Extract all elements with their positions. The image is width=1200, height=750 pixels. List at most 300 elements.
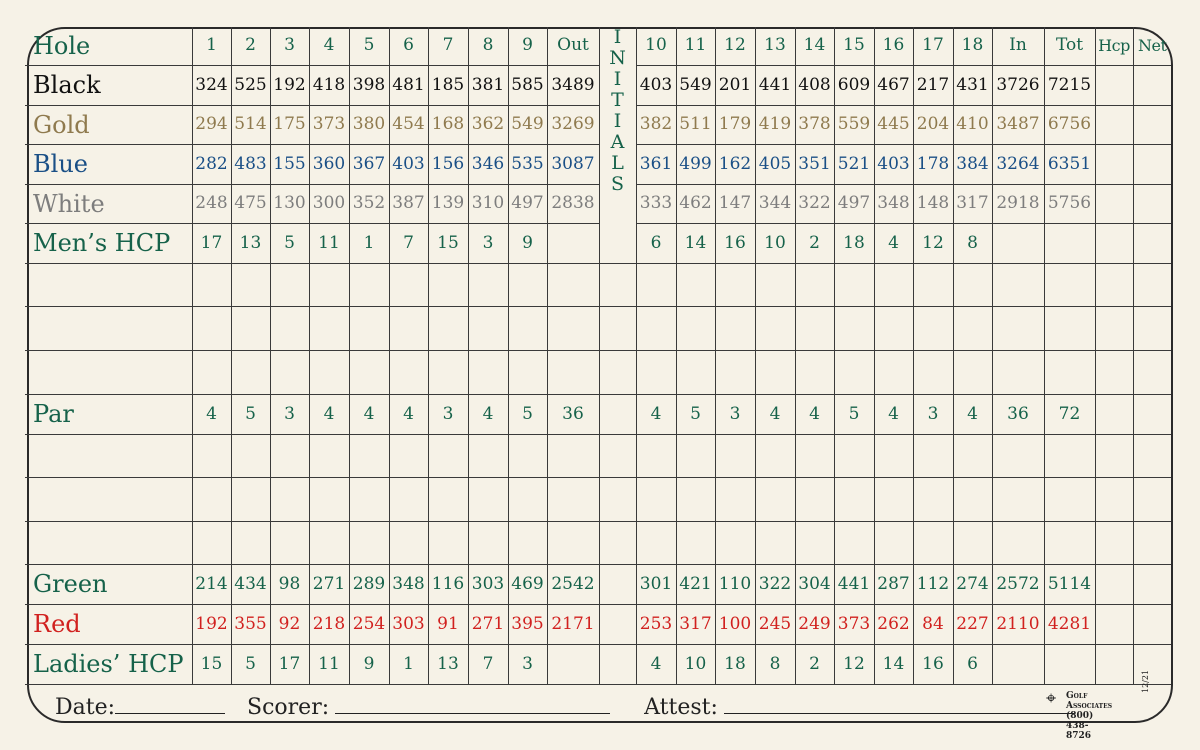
hole-value: 139 (428, 184, 468, 223)
net-cell[interactable] (1133, 223, 1171, 263)
score-cell[interactable] (874, 350, 913, 394)
hole-value: 403 (874, 144, 913, 184)
row-blue (25, 144, 1171, 184)
hole-value: 4 (636, 644, 676, 684)
score-cell[interactable] (755, 263, 795, 306)
hole-value: 130 (270, 184, 309, 223)
hole-value: 497 (508, 184, 547, 223)
hcp-cell[interactable] (1095, 604, 1133, 644)
hcp-cell[interactable] (1095, 105, 1133, 144)
hole-value: 294 (192, 105, 231, 144)
header-row (25, 27, 1171, 65)
total-value: 5756 (1044, 184, 1095, 223)
score-cell[interactable] (389, 521, 428, 564)
score-cell[interactable] (795, 306, 834, 350)
hole-value: 475 (231, 184, 270, 223)
row-red (25, 604, 1171, 644)
score-cell[interactable] (270, 306, 309, 350)
hole-value: 13 (231, 223, 270, 263)
score-cell[interactable] (270, 434, 309, 477)
score-cell[interactable] (231, 306, 270, 350)
hole-value: 382 (636, 105, 676, 144)
hole-value: 3 (913, 394, 953, 434)
score-cell[interactable] (547, 434, 599, 477)
score-cell[interactable] (676, 263, 715, 306)
player-name-cell[interactable] (25, 434, 192, 477)
hole-value: 431 (953, 65, 992, 105)
date-field[interactable] (115, 695, 225, 714)
score-cell[interactable] (192, 263, 231, 306)
hcp-cell[interactable] (1095, 184, 1133, 223)
hole-value: 2 (795, 644, 834, 684)
score-cell[interactable] (992, 263, 1044, 306)
score-cell[interactable] (428, 521, 468, 564)
score-cell[interactable] (599, 477, 636, 521)
score-cell[interactable] (676, 350, 715, 394)
score-cell[interactable] (270, 350, 309, 394)
score-cell[interactable] (953, 521, 992, 564)
score-cell[interactable] (508, 521, 547, 564)
hole-value: 287 (874, 564, 913, 604)
score-cell[interactable] (874, 306, 913, 350)
score-cell[interactable] (676, 306, 715, 350)
hole-value: 17 (270, 644, 309, 684)
score-cell[interactable] (874, 477, 913, 521)
score-cell[interactable] (270, 263, 309, 306)
score-cell[interactable] (508, 477, 547, 521)
score-cell[interactable] (309, 263, 349, 306)
score-cell[interactable] (1095, 350, 1133, 394)
hole-value: 3 (715, 394, 755, 434)
score-cell[interactable] (599, 434, 636, 477)
score-cell[interactable] (508, 306, 547, 350)
score-cell[interactable] (992, 434, 1044, 477)
hole-value: 112 (913, 564, 953, 604)
score-cell[interactable] (309, 350, 349, 394)
score-cell[interactable] (468, 263, 508, 306)
score-cell[interactable] (636, 350, 676, 394)
score-cell[interactable] (834, 477, 874, 521)
score-cell[interactable] (636, 306, 676, 350)
total-value: 6351 (1044, 144, 1095, 184)
hole-value: 253 (636, 604, 676, 644)
hole-value: 585 (508, 65, 547, 105)
net-cell[interactable] (1133, 564, 1171, 604)
score-cell[interactable] (874, 521, 913, 564)
score-cell[interactable] (547, 306, 599, 350)
score-cell[interactable] (636, 434, 676, 477)
score-cell[interactable] (676, 434, 715, 477)
score-cell[interactable] (599, 350, 636, 394)
score-cell[interactable] (953, 477, 992, 521)
hcp-cell[interactable] (1095, 394, 1133, 434)
score-cell[interactable] (428, 350, 468, 394)
hole-value: 15 (192, 644, 231, 684)
score-cell[interactable] (795, 521, 834, 564)
hole-value: 11 (309, 644, 349, 684)
hole-value: 4 (389, 394, 428, 434)
golf-flag-logo-icon: ⌖ (1046, 688, 1057, 709)
score-cell[interactable] (795, 263, 834, 306)
hole-value: 179 (715, 105, 755, 144)
score-cell[interactable] (953, 434, 992, 477)
score-cell[interactable] (676, 521, 715, 564)
hole-number: 8 (468, 27, 508, 65)
score-cell[interactable] (231, 477, 270, 521)
hole-number: 2 (231, 27, 270, 65)
hole-value: 609 (834, 65, 874, 105)
score-cell[interactable] (192, 350, 231, 394)
score-cell[interactable] (468, 434, 508, 477)
score-cell[interactable] (992, 350, 1044, 394)
hole-number: 12 (715, 27, 755, 65)
initials-cell[interactable] (599, 604, 636, 644)
hole-value: 355 (231, 604, 270, 644)
score-cell[interactable] (715, 521, 755, 564)
score-cell[interactable] (389, 477, 428, 521)
total-value (1044, 644, 1095, 684)
score-cell[interactable] (231, 434, 270, 477)
score-cell[interactable] (599, 521, 636, 564)
hole-value: 16 (913, 644, 953, 684)
score-cell[interactable] (715, 350, 755, 394)
hole-value: 333 (636, 184, 676, 223)
hole-value: 418 (309, 65, 349, 105)
score-cell[interactable] (389, 350, 428, 394)
hole-value: 373 (834, 604, 874, 644)
initials-letter: S (610, 173, 625, 195)
score-cell[interactable] (270, 521, 309, 564)
score-cell[interactable] (1133, 306, 1171, 350)
score-cell[interactable] (389, 306, 428, 350)
hole-value: 317 (676, 604, 715, 644)
score-cell[interactable] (468, 350, 508, 394)
net-cell[interactable] (1133, 184, 1171, 223)
hole-value: 483 (231, 144, 270, 184)
score-cell[interactable] (913, 521, 953, 564)
score-cell[interactable] (992, 477, 1044, 521)
score-cell[interactable] (428, 434, 468, 477)
score-cell[interactable] (428, 477, 468, 521)
net-cell[interactable] (1133, 144, 1171, 184)
hole-value: 511 (676, 105, 715, 144)
score-cell[interactable] (1044, 306, 1095, 350)
score-cell[interactable] (192, 434, 231, 477)
score-cell[interactable] (676, 477, 715, 521)
score-cell[interactable] (992, 306, 1044, 350)
hole-value: 4 (636, 394, 676, 434)
score-cell[interactable] (874, 434, 913, 477)
row-label: Red (25, 604, 192, 644)
score-cell[interactable] (1133, 521, 1171, 564)
hole-value: 201 (715, 65, 755, 105)
hole-value: 16 (715, 223, 755, 263)
hole-value: 499 (676, 144, 715, 184)
hcp-cell[interactable] (1095, 223, 1133, 263)
hole-value: 5 (676, 394, 715, 434)
hole-value: 204 (913, 105, 953, 144)
hole-value: 262 (874, 604, 913, 644)
hole-value: 12 (834, 644, 874, 684)
hole-value: 282 (192, 144, 231, 184)
total-value (1044, 223, 1095, 263)
hole-value: 381 (468, 65, 508, 105)
score-cell[interactable] (913, 477, 953, 521)
score-cell[interactable] (192, 477, 231, 521)
hcp-cell[interactable] (1095, 144, 1133, 184)
score-cell[interactable] (636, 263, 676, 306)
hole-value: 156 (428, 144, 468, 184)
player-name-cell[interactable] (25, 521, 192, 564)
score-cell[interactable] (508, 263, 547, 306)
score-cell[interactable] (349, 350, 389, 394)
score-cell[interactable] (508, 434, 547, 477)
score-cell[interactable] (636, 521, 676, 564)
net-cell[interactable] (1133, 65, 1171, 105)
hole-value: 162 (715, 144, 755, 184)
score-cell[interactable] (1044, 263, 1095, 306)
hcp-cell[interactable] (1095, 564, 1133, 604)
score-cell[interactable] (755, 477, 795, 521)
score-cell[interactable] (834, 521, 874, 564)
score-cell[interactable] (834, 306, 874, 350)
score-cell[interactable] (715, 434, 755, 477)
score-cell[interactable] (715, 306, 755, 350)
score-cell[interactable] (547, 521, 599, 564)
total-value: 4281 (1044, 604, 1095, 644)
hole-value: 467 (874, 65, 913, 105)
score-cell[interactable] (468, 306, 508, 350)
score-cell[interactable] (992, 521, 1044, 564)
score-cell[interactable] (755, 521, 795, 564)
in-header: In (992, 27, 1044, 65)
score-cell[interactable] (309, 306, 349, 350)
score-cell[interactable] (953, 350, 992, 394)
initials-cell[interactable] (599, 564, 636, 604)
score-cell[interactable] (1095, 477, 1133, 521)
hole-value: 521 (834, 144, 874, 184)
score-cell[interactable] (508, 350, 547, 394)
score-cell[interactable] (1133, 434, 1171, 477)
hole-value: 6 (953, 644, 992, 684)
score-cell[interactable] (349, 263, 389, 306)
score-cell[interactable] (1133, 477, 1171, 521)
score-cell[interactable] (1095, 521, 1133, 564)
score-cell[interactable] (874, 263, 913, 306)
tot-header: Tot (1044, 27, 1095, 65)
hole-value: 525 (231, 65, 270, 105)
hole-number: 11 (676, 27, 715, 65)
total-value: 7215 (1044, 65, 1095, 105)
score-cell[interactable] (953, 263, 992, 306)
in-value: 3264 (992, 144, 1044, 184)
hole-number: 1 (192, 27, 231, 65)
hole-value: 322 (795, 184, 834, 223)
score-cell[interactable] (1044, 477, 1095, 521)
hole-value: 410 (953, 105, 992, 144)
score-cell[interactable] (636, 477, 676, 521)
hole-value: 559 (834, 105, 874, 144)
initials-label (600, 27, 636, 195)
hole-value: 9 (508, 223, 547, 263)
initials-cell[interactable] (599, 394, 636, 434)
score-cell[interactable] (231, 350, 270, 394)
score-cell[interactable] (715, 477, 755, 521)
score-cell[interactable] (468, 477, 508, 521)
revision-code: 12/21 (1141, 669, 1150, 693)
hole-number: 4 (309, 27, 349, 65)
hole-value: 310 (468, 184, 508, 223)
hole-value: 185 (428, 65, 468, 105)
out-value: 3489 (547, 65, 599, 105)
hole-value: 10 (755, 223, 795, 263)
score-cell[interactable] (795, 350, 834, 394)
hole-value: 4 (755, 394, 795, 434)
player-name-cell[interactable] (25, 477, 192, 521)
row-label: Gold (25, 105, 192, 144)
hole-value: 361 (636, 144, 676, 184)
score-cell[interactable] (547, 263, 599, 306)
score-cell[interactable] (795, 477, 834, 521)
score-cell[interactable] (349, 521, 389, 564)
score-cell[interactable] (913, 306, 953, 350)
hole-value: 12 (913, 223, 953, 263)
hole-value: 227 (953, 604, 992, 644)
score-cell[interactable] (349, 306, 389, 350)
score-cell[interactable] (1095, 263, 1133, 306)
score-cell[interactable] (231, 521, 270, 564)
net-cell[interactable] (1133, 604, 1171, 644)
net-cell[interactable] (1133, 394, 1171, 434)
in-value: 2110 (992, 604, 1044, 644)
score-cell[interactable] (913, 263, 953, 306)
score-cell[interactable] (1133, 350, 1171, 394)
score-cell[interactable] (913, 434, 953, 477)
date-label: Date: (55, 695, 116, 720)
scorer-field[interactable] (335, 695, 610, 714)
hole-value: 360 (309, 144, 349, 184)
score-cell[interactable] (834, 263, 874, 306)
score-cell[interactable] (309, 521, 349, 564)
score-cell[interactable] (1044, 521, 1095, 564)
row-label: Green (25, 564, 192, 604)
score-cell[interactable] (599, 263, 636, 306)
hole-value: 147 (715, 184, 755, 223)
player-name-cell[interactable] (25, 350, 192, 394)
row-label: Par (25, 394, 192, 434)
player-score-row (25, 434, 1171, 477)
hole-value: 378 (795, 105, 834, 144)
score-cell[interactable] (715, 263, 755, 306)
player-score-row (25, 521, 1171, 564)
hole-number: 14 (795, 27, 834, 65)
hole-value: 2 (795, 223, 834, 263)
score-cell[interactable] (389, 434, 428, 477)
hole-value: 4 (309, 394, 349, 434)
score-cell[interactable] (1133, 263, 1171, 306)
hole-value: 11 (309, 223, 349, 263)
score-cell[interactable] (599, 306, 636, 350)
score-cell[interactable] (834, 350, 874, 394)
score-cell[interactable] (913, 350, 953, 394)
hole-number: 17 (913, 27, 953, 65)
player-name-cell[interactable] (25, 263, 192, 306)
player-name-cell[interactable] (25, 306, 192, 350)
score-cell[interactable] (547, 477, 599, 521)
hole-value: 289 (349, 564, 389, 604)
score-cell[interactable] (231, 263, 270, 306)
score-cell[interactable] (428, 263, 468, 306)
hole-value: 373 (309, 105, 349, 144)
score-cell[interactable] (755, 350, 795, 394)
hole-value: 3 (270, 394, 309, 434)
out-value: 2171 (547, 604, 599, 644)
in-value: 3487 (992, 105, 1044, 144)
score-cell[interactable] (270, 477, 309, 521)
hole-value: 92 (270, 604, 309, 644)
hole-number: 18 (953, 27, 992, 65)
row-label: Ladies’ HCP (25, 644, 192, 684)
hole-value: 15 (428, 223, 468, 263)
row-black (25, 65, 1171, 105)
score-cell[interactable] (428, 306, 468, 350)
hole-value: 8 (953, 223, 992, 263)
score-cell[interactable] (795, 434, 834, 477)
hole-value: 303 (389, 604, 428, 644)
score-cell[interactable] (1044, 350, 1095, 394)
initials-letter: T (611, 89, 624, 111)
score-cell[interactable] (834, 434, 874, 477)
score-cell[interactable] (349, 477, 389, 521)
net-cell[interactable] (1133, 644, 1171, 684)
score-cell[interactable] (953, 306, 992, 350)
score-cell[interactable] (192, 306, 231, 350)
score-cell[interactable] (349, 434, 389, 477)
attest-field[interactable] (724, 695, 1074, 714)
score-cell[interactable] (1095, 434, 1133, 477)
score-cell[interactable] (547, 350, 599, 394)
score-cell[interactable] (389, 263, 428, 306)
score-cell[interactable] (755, 306, 795, 350)
hole-value: 549 (676, 65, 715, 105)
hcp-cell[interactable] (1095, 65, 1133, 105)
score-cell[interactable] (309, 434, 349, 477)
hole-value: 100 (715, 604, 755, 644)
score-cell[interactable] (309, 477, 349, 521)
hole-value: 245 (755, 604, 795, 644)
hcp-cell[interactable] (1095, 644, 1133, 684)
score-cell[interactable] (1095, 306, 1133, 350)
score-cell[interactable] (1044, 434, 1095, 477)
hole-number: 16 (874, 27, 913, 65)
score-cell[interactable] (192, 521, 231, 564)
total-value: 72 (1044, 394, 1095, 434)
net-cell[interactable] (1133, 105, 1171, 144)
hole-value: 535 (508, 144, 547, 184)
row-label: Black (25, 65, 192, 105)
hole-value: 192 (270, 65, 309, 105)
hole-value: 7 (468, 644, 508, 684)
hole-value: 3 (428, 394, 468, 434)
score-cell[interactable] (468, 521, 508, 564)
score-cell[interactable] (755, 434, 795, 477)
hole-value: 14 (874, 644, 913, 684)
hole-value: 148 (913, 184, 953, 223)
hole-value: 1 (389, 644, 428, 684)
initials-cell[interactable] (599, 644, 636, 684)
hole-value: 322 (755, 564, 795, 604)
hole-value: 4 (468, 394, 508, 434)
